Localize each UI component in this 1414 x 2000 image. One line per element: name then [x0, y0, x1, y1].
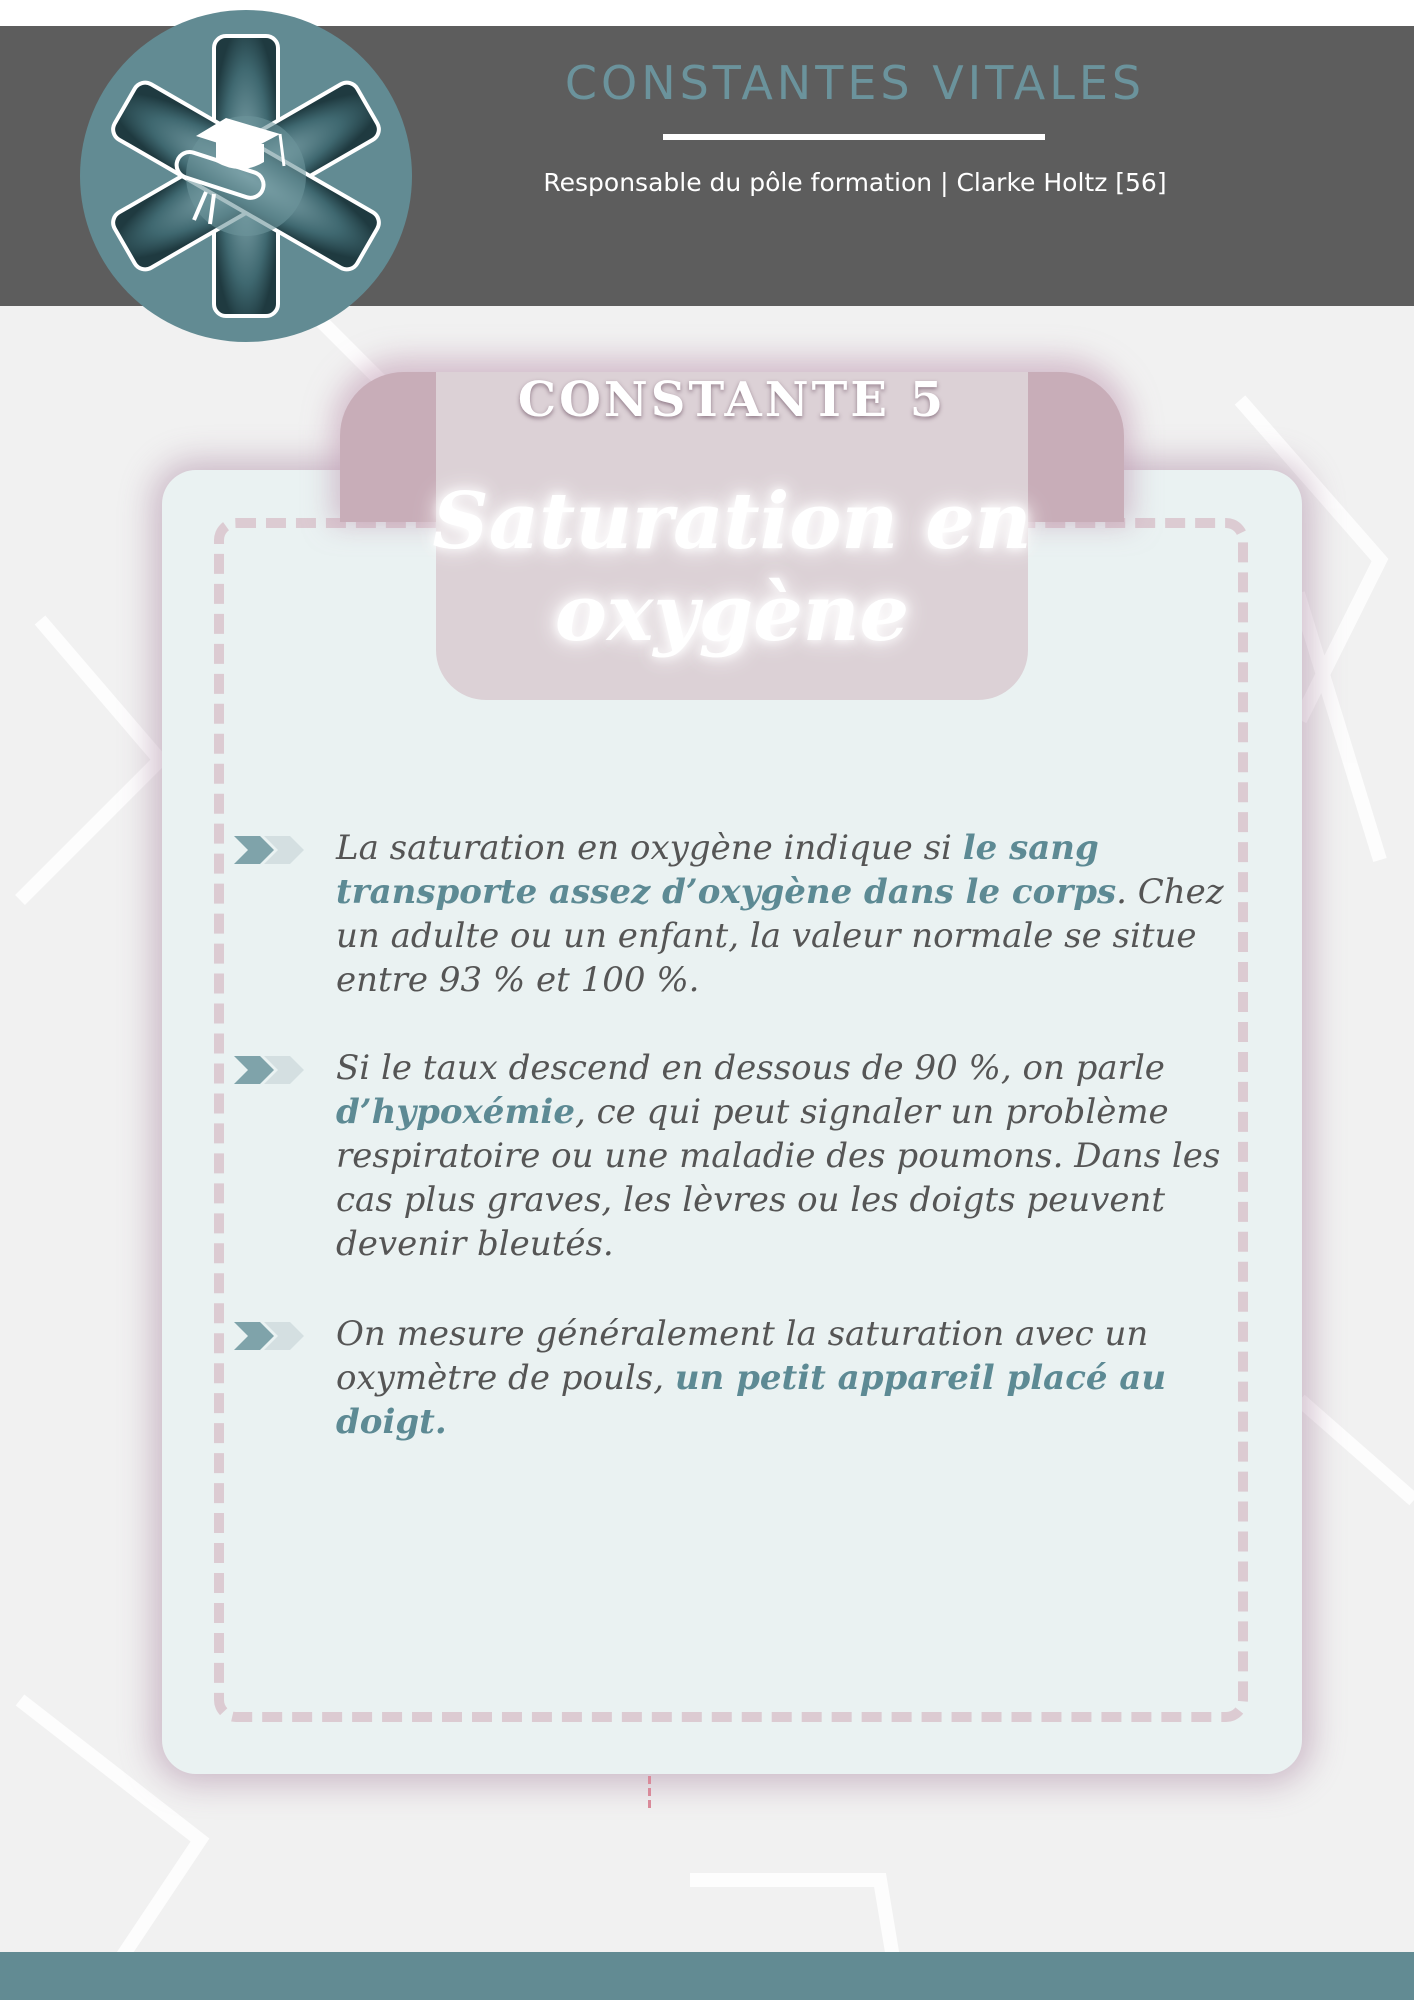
double-chevron-right-icon: [234, 1320, 312, 1352]
footer-bar: [0, 1952, 1414, 2000]
decorative-dash: [648, 1776, 651, 1808]
title-divider: [663, 134, 1045, 140]
author-subtitle: Responsable du pôle formation | Clarke Holtz [56]: [543, 168, 1167, 197]
highlight-text: d’hypoxémie: [336, 1092, 575, 1132]
double-chevron-right-icon: [234, 1054, 312, 1086]
double-chevron-right-icon: [234, 834, 312, 866]
bullet-text: On mesure généralement la saturation avec un oxymètre de pouls, un petit appareil placé au doigt.: [336, 1314, 1167, 1442]
card-title: Saturation en oxygène: [432, 476, 1032, 659]
star-of-life-graduation-icon: [78, 8, 414, 344]
page-title: CONSTANTES VITALES: [564, 56, 1146, 110]
bullet-text: Si le taux descend en dessous de 90 %, on parle d’hypoxémie, ce qui peut signaler un problème respiratoire ou une maladie des poumons. Dans les cas plus graves, les lèvres ou les doigts peuvent devenir bleutés.: [336, 1048, 1221, 1264]
highlight-text: le sang transporte assez d’oxygène dans le corps: [336, 828, 1117, 912]
highlight-text: un petit appareil placé au doigt.: [336, 1358, 1167, 1442]
bullet-text: La saturation en oxygène indique si le sang transporte assez d’oxygène dans le corps. Chez un adulte ou un enfant, la valeur normale se situe entre 93 % et 100 %.: [336, 828, 1224, 1000]
constante-number: CONSTANTE 5: [517, 372, 947, 428]
